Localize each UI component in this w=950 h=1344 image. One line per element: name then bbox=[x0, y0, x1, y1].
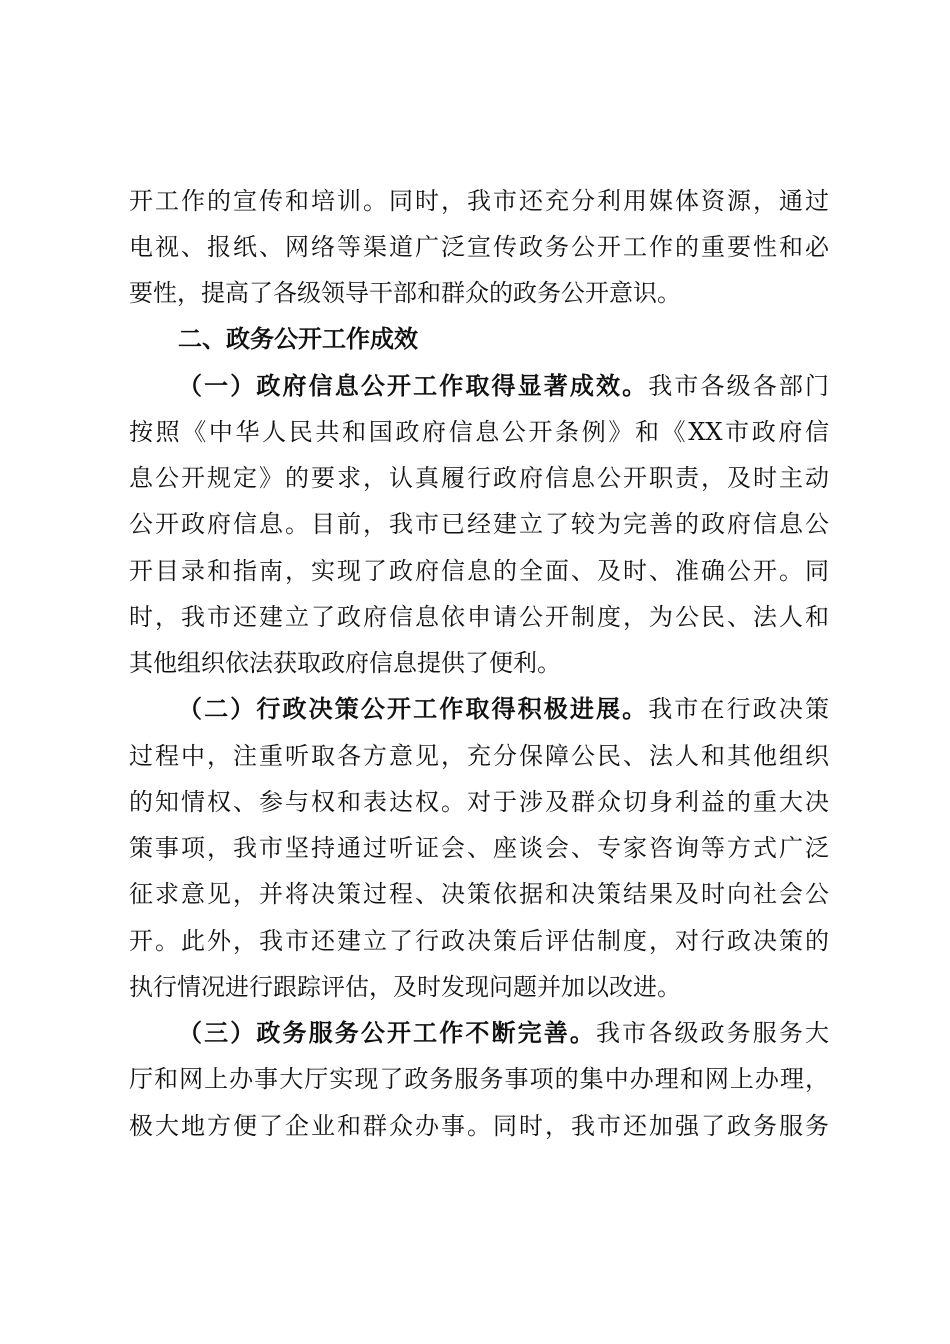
section-heading: 二、政务公开工作成效 bbox=[178, 325, 418, 353]
paragraph-line: 过程中，注重听取各方意见，充分保障公民、法人和其他组织 bbox=[129, 742, 829, 770]
subsection-lead: （一）政府信息公开工作取得显著成效。 bbox=[178, 371, 649, 400]
paragraph-line: 执行情况进行跟踪评估，及时发现问题并加以改进。 bbox=[129, 973, 681, 1001]
subsection-first-rest: 我市各级各部门 bbox=[648, 372, 829, 400]
paragraph-line: 要性，提高了各级领导干部和群众的政务公开意识。 bbox=[129, 279, 681, 307]
paragraph-line: 电视、报纸、网络等渠道广泛宣传政务公开工作的重要性和必 bbox=[129, 233, 829, 261]
paragraph-line: 开。此外，我市还建立了行政决策后评估制度，对行政决策的 bbox=[129, 927, 829, 955]
subsection-first-rest: 我市各级政务服务大 bbox=[596, 1019, 829, 1047]
subsection-first-line bbox=[178, 368, 829, 404]
paragraph-line: 其他组织依法获取政府信息提供了便利。 bbox=[129, 649, 561, 677]
paragraph-line: 开目录和指南，实现了政府信息的全面、及时、准确公开。同 bbox=[129, 557, 829, 585]
paragraph-line: 征求意见，并将决策过程、决策依据和决策结果及时向社会公 bbox=[129, 880, 829, 908]
subsection-first-line bbox=[178, 691, 829, 727]
subsection-first-line bbox=[178, 1015, 829, 1051]
subsection-first-rest: 我市在行政决策 bbox=[648, 695, 829, 723]
subsection-lead: （三）政务服务公开工作不断完善。 bbox=[178, 1018, 596, 1047]
paragraph-line: 时，我市还建立了政府信息依申请公开制度，为公民、法人和 bbox=[129, 603, 829, 631]
paragraph-line: 厅和网上办事大厅实现了政务服务事项的集中办理和网上办理， bbox=[129, 1065, 829, 1093]
paragraph-line: 策事项，我市坚持通过听证会、座谈会、专家咨询等方式广泛 bbox=[129, 834, 829, 862]
paragraph-line: 极大地方便了企业和群众办事。同时，我市还加强了政务服务 bbox=[129, 1112, 829, 1140]
subsection-lead: （二）行政决策公开工作取得积极进展。 bbox=[178, 694, 649, 723]
paragraph-line: 开工作的宣传和培训。同时，我市还充分利用媒体资源，通过 bbox=[129, 187, 829, 215]
paragraph-line: 公开政府信息。目前，我市已经建立了较为完善的政府信息公 bbox=[129, 510, 829, 538]
paragraph-line: 按照《中华人民共和国政府信息公开条例》和《XX市政府信 bbox=[129, 418, 829, 446]
paragraph-line: 息公开规定》的要求，认真履行政府信息公开职责，及时主动 bbox=[129, 464, 829, 492]
paragraph-line: 的知情权、参与权和表达权。对于涉及群众切身利益的重大决 bbox=[129, 788, 829, 816]
